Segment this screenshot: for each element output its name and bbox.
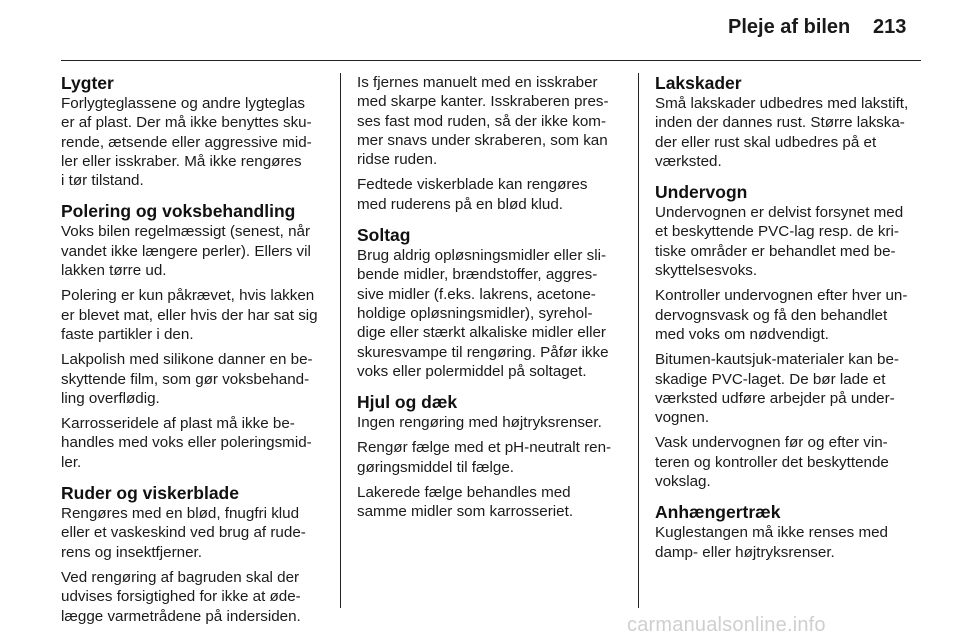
watermark: carmanualsonline.info — [627, 614, 826, 636]
paragraph — [655, 433, 923, 491]
text-line: Brug aldrig opløsningsmidler eller sli- — [357, 247, 606, 265]
section-heading: Soltag — [357, 225, 411, 246]
section — [357, 225, 625, 381]
text-line: ridse ruden. — [357, 151, 438, 169]
paragraph — [61, 568, 329, 626]
paragraph — [357, 175, 625, 214]
column-divider-1 — [340, 73, 341, 608]
text-line: voks eller polermiddel på soltaget. — [357, 362, 587, 380]
section-heading: Anhængertræk — [655, 502, 781, 523]
section — [61, 483, 329, 626]
text-line: vokslag. — [655, 473, 711, 491]
text-line: handles med voks eller poleringsmid- — [61, 434, 312, 452]
section-heading: Polering og voksbehandling — [61, 201, 296, 222]
text-line: inden der dannes rust. Større lakska- — [655, 114, 905, 132]
text-line: Lakerede fælge behandles med — [357, 484, 571, 502]
paragraph — [655, 523, 923, 562]
text-line: holdige opløsningsmidler), syrehol- — [357, 304, 593, 322]
column-divider-2 — [638, 73, 639, 608]
paragraph — [655, 286, 923, 344]
page-number: 213 — [873, 16, 907, 38]
paragraph — [357, 246, 625, 381]
paragraph — [357, 438, 625, 477]
text-line: Is fjernes manuelt med en isskraber — [357, 74, 598, 91]
text-line: ler eller isskraber. Må ikke rengøres — [61, 152, 302, 170]
section — [61, 73, 329, 190]
paragraph — [61, 286, 329, 344]
text-line: rende, ætsende eller aggressive mid- — [61, 133, 312, 151]
text-line: udvises forsigtighed for ikke at øde- — [61, 588, 301, 606]
text-line: mer snavs under skraberen, som kan — [357, 131, 608, 149]
text-line: skyttelsesvoks. — [655, 262, 758, 280]
text-line: er af plast. Der må ikke benyttes sku- — [61, 114, 312, 132]
text-line: teren og kontroller det beskyttende — [655, 453, 889, 471]
paragraph — [655, 350, 923, 427]
text-column-3 — [655, 73, 923, 573]
section-heading: Lygter — [61, 73, 114, 93]
text-line: Kuglestangen må ikke renses med — [655, 524, 889, 542]
section — [357, 392, 625, 521]
text-line: Undervognen er delvist forsynet med — [655, 204, 904, 222]
text-line: Små lakskader udbedres med lakstift, — [655, 95, 909, 112]
text-line: Rengør fælge med et pH-neutralt ren- — [357, 439, 612, 457]
text-line: gøringsmiddel til fælge. — [357, 458, 514, 476]
text-line: skuresvampe til rengøring. Påfør ikke — [357, 343, 609, 361]
text-line: bende midler, brændstoffer, aggres- — [357, 266, 598, 284]
section — [61, 201, 329, 472]
section-heading: Hjul og dæk — [357, 392, 458, 413]
text-line: lægge varmetrådene på indersiden. — [61, 607, 301, 625]
text-line: Lakpolish med silikone danner en be- — [61, 351, 313, 369]
section — [655, 73, 923, 171]
text-line: Forlygteglassene og andre lygteglas — [61, 95, 305, 112]
header-divider — [61, 60, 921, 61]
text-line: samme midler som karrosseriet. — [357, 503, 574, 521]
text-line: Polering er kun påkrævet, hvis lakken — [61, 287, 315, 305]
text-line: dervognsvask og få den behandlet — [655, 306, 888, 324]
text-column-1 — [61, 73, 329, 637]
paragraph — [357, 73, 625, 169]
text-line: Bitumen-kautsjuk-materialer kan be- — [655, 351, 899, 369]
text-line: er blevet mat, eller hvis der har sat sig — [61, 306, 318, 324]
text-line: Rengøres med en blød, fnugfri klud — [61, 505, 300, 523]
text-line: vandet ikke længere perler). Ellers vil — [61, 242, 311, 260]
text-line: Kontroller undervognen efter hver un- — [655, 287, 908, 305]
text-line: værksted udføre arbejder på under- — [655, 389, 895, 407]
text-line: vognen. — [655, 409, 710, 427]
text-line: med voks om nødvendigt. — [655, 325, 829, 343]
chapter-title: Pleje af bilen — [728, 16, 851, 38]
section — [655, 502, 923, 562]
text-line: ler. — [61, 453, 82, 471]
paragraph — [357, 483, 625, 522]
section — [655, 182, 923, 491]
text-line: lakken tørre ud. — [61, 262, 167, 280]
section-heading: Lakskader — [655, 73, 742, 93]
text-line: i tør tilstand. — [61, 172, 144, 190]
text-line: et beskyttende PVC-lag resp. de kri- — [655, 223, 899, 241]
text-line: faste partikler i den. — [61, 325, 194, 343]
text-line: Vask undervognen før og efter vin- — [655, 434, 888, 452]
paragraph — [61, 350, 329, 408]
text-line: tiske områder er behandlet med be- — [655, 242, 896, 260]
paragraph — [357, 413, 625, 432]
text-line: Voks bilen regelmæssigt (senest, når — [61, 223, 311, 241]
text-line: skadige PVC-laget. De bør lade et — [655, 370, 886, 388]
section-heading: Undervogn — [655, 182, 748, 203]
text-line: eller et vaskeskind ved brug af rude- — [61, 524, 306, 542]
paragraph — [61, 94, 329, 190]
text-line: skyttende film, som gør voksbehand- — [61, 370, 310, 388]
text-line: ses fast mod ruden, så der ikke kom- — [357, 112, 607, 130]
text-line: Ingen rengøring med højtryksrenser. — [357, 414, 602, 432]
paragraph — [61, 504, 329, 562]
text-line: værksted. — [655, 152, 722, 170]
section-heading: Ruder og viskerblade — [61, 483, 239, 504]
text-line: Fedtede viskerblade kan rengøres — [357, 176, 588, 194]
paragraph — [61, 414, 329, 472]
text-line: med ruderens på en blød klud. — [357, 195, 563, 213]
text-line: der eller rust skal udbedres på et — [655, 133, 877, 151]
text-line: damp- eller højtryksrenser. — [655, 543, 835, 561]
text-line: dige eller stærkt alkaliske midler eller — [357, 324, 606, 342]
section — [357, 73, 625, 214]
text-line: med skarpe kanter. Isskraberen pres- — [357, 93, 609, 111]
text-line: Ved rengøring af bagruden skal der — [61, 568, 300, 586]
text-line: rens og insektfjerner. — [61, 543, 202, 561]
paragraph — [655, 203, 923, 280]
text-line: sive midler (f.eks. lakrens, acetone- — [357, 285, 596, 303]
text-column-2 — [357, 73, 625, 533]
paragraph — [655, 94, 923, 171]
text-line: ling overflødig. — [61, 389, 160, 407]
text-line: Karrosseridele af plast må ikke be- — [61, 415, 295, 433]
paragraph — [61, 222, 329, 280]
